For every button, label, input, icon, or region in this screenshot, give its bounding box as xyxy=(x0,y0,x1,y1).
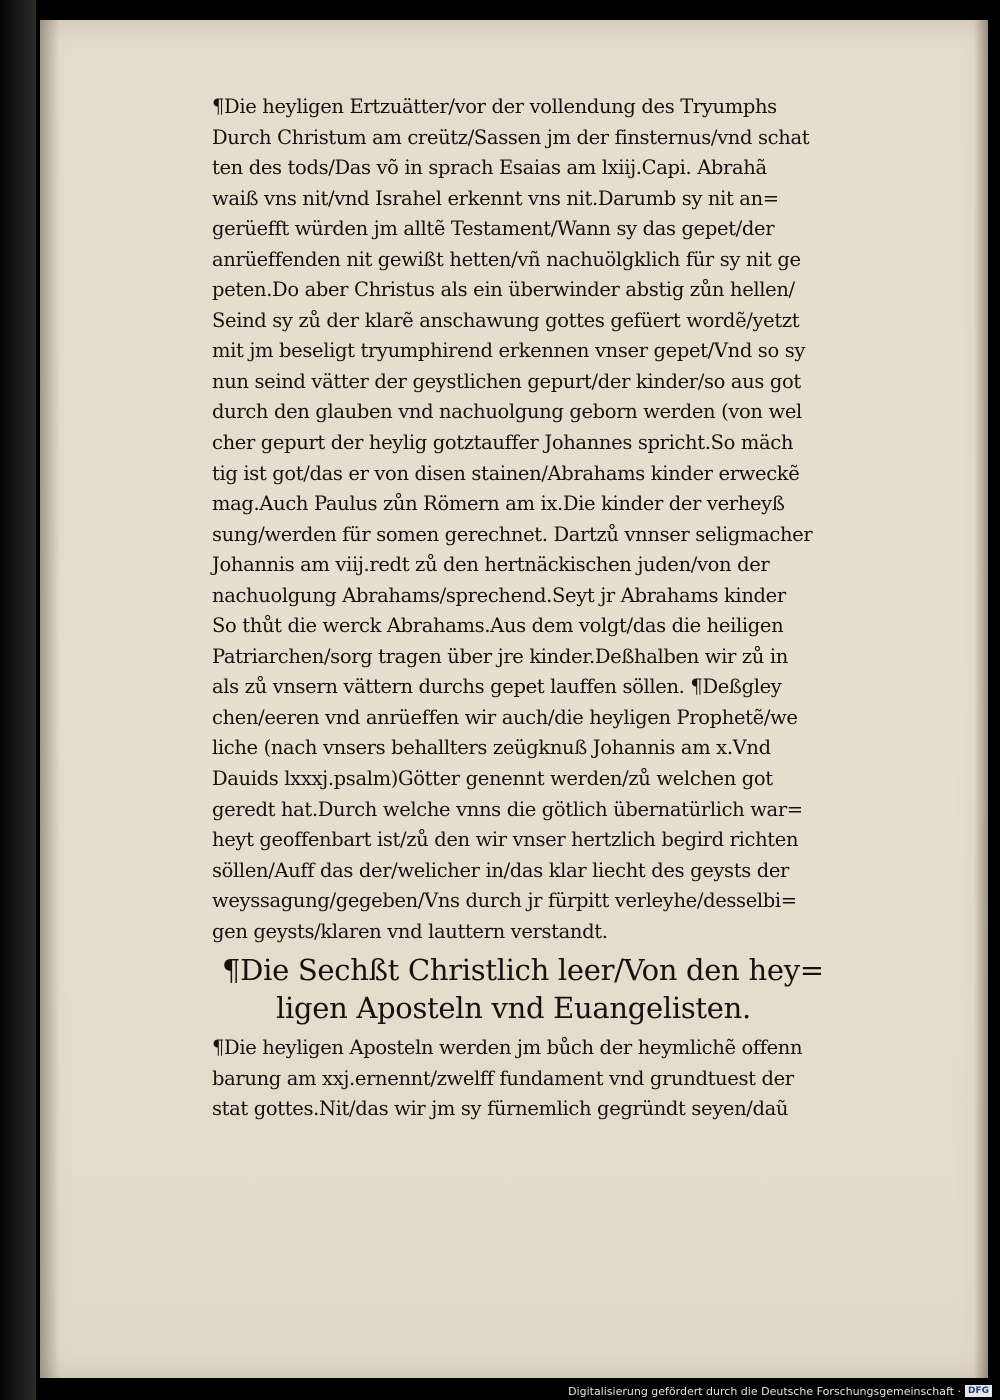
text-line: mag.Auch Paulus zůn Römern am ix.Die kinder der verheyß xyxy=(212,492,785,516)
section-heading-line-2: ligen Aposteln vnd Euangelisten. xyxy=(276,991,751,1026)
text-line: ¶Die heyligen Ertzuätter/vor der vollendung des Tryumphs xyxy=(212,95,777,118)
text-line: Patriarchen/sorg tragen über jre kinder.Deßhalben wir zů in xyxy=(212,644,788,668)
scanner-edge xyxy=(0,0,36,1400)
text-line: geredt hat.Durch welche vnns die götlich übernatürlich war= xyxy=(212,797,803,821)
text-line: sung/werden für somen gerechnet. Dartzů vnnser seligmacher xyxy=(212,522,813,546)
page-edge-shadow xyxy=(974,20,988,1378)
page-gutter-shadow xyxy=(40,20,60,1378)
text-line: tig ist got/das er von disen stainen/Abrahams kinder erweckẽ xyxy=(212,461,800,485)
text-line: durch den glauben vnd nachuolgung geborn werden (von wel xyxy=(212,400,802,424)
text-line: heyt geoffenbart ist/zů den wir vnser hertzlich begird richten xyxy=(212,828,799,852)
text-line: nachuolgung Abrahams/sprechend.Seyt jr Abrahams kinder xyxy=(212,583,786,607)
text-line: Durch Christum am creütz/Sassen jm der finsternus/vnd schat xyxy=(212,125,810,149)
text-line: barung am xxj.ernennt/zwelff fundament vnd grundtuest der xyxy=(212,1066,794,1090)
text-line: ten des tods/Das võ in sprach Esaias am lxiij.Capi. Abrahã xyxy=(212,156,767,180)
digitization-credit xyxy=(0,1382,1000,1400)
text-line: cher gepurt der heylig gotztauffer Johannes spricht.So mäch xyxy=(212,431,794,455)
text-line: chen/eeren vnd anrüeffen wir auch/die heyligen Prophetẽ/we xyxy=(212,705,798,729)
credit-text: Digitalisierung gefördert durch die Deutsche Forschungsgemeinschaft · xyxy=(568,1384,961,1398)
text-line: So thůt die werck Abrahams.Aus dem volgt/das die heiligen xyxy=(212,614,784,638)
text-line: mit jm beseligt tryumphirend erkennen vnser gepet/Vnd so sy xyxy=(212,339,806,363)
text-line: als zů vnsern vättern durchs gepet lauffen söllen. ¶Deßgley xyxy=(212,675,782,699)
dfg-logo-icon: DFG xyxy=(965,1385,992,1397)
text-line: gerüefft würden jm alltẽ Testament/Wann sy das gepet/der xyxy=(212,217,775,241)
text-line: nun seind vätter der geystlichen gepurt/der kinder/so aus got xyxy=(212,369,801,393)
text-line: ¶Die heyligen Aposteln werden jm bůch der heymlichẽ offenn xyxy=(212,1036,803,1060)
text-line: stat gottes.Nit/das wir jm sy fürnemlich gegründt seyen/daũ xyxy=(212,1097,789,1121)
text-line: Johannis am viij.redt zů den hertnäckischen juden/von der xyxy=(212,553,770,577)
section-heading-line-1: ¶Die Sechßt Christlich leer/Von den hey= xyxy=(222,953,824,988)
text-line: gen geysts/klaren vnd lauttern verstandt. xyxy=(212,919,608,943)
page-text-block xyxy=(212,92,912,1125)
text-line: Seind sy zů der klarẽ anschawung gottes gefüert wordẽ/yetzt xyxy=(212,308,800,332)
text-line: waiß vns nit/vnd Israhel erkennt vns nit.Darumb sy nit an= xyxy=(212,186,779,210)
text-line: anrüeffenden nit gewißt hetten/vñ nachuölgklich für sy nit ge xyxy=(212,247,801,271)
text-line: söllen/Auff das der/welicher in/das klar liecht des geysts der xyxy=(212,858,790,882)
text-line: peten.Do aber Christus als ein überwinder abstig zůn hellen/ xyxy=(212,278,795,302)
text-line: liche (nach vnsers behallters zeügknuß Johannis am x.Vnd xyxy=(212,736,771,760)
text-line: Dauids lxxxj.psalm)Götter genennt werden/zů welchen got xyxy=(212,767,773,791)
text-line: weyssagung/gegeben/Vns durch jr fürpitt verleyhe/desselbi= xyxy=(212,889,797,913)
